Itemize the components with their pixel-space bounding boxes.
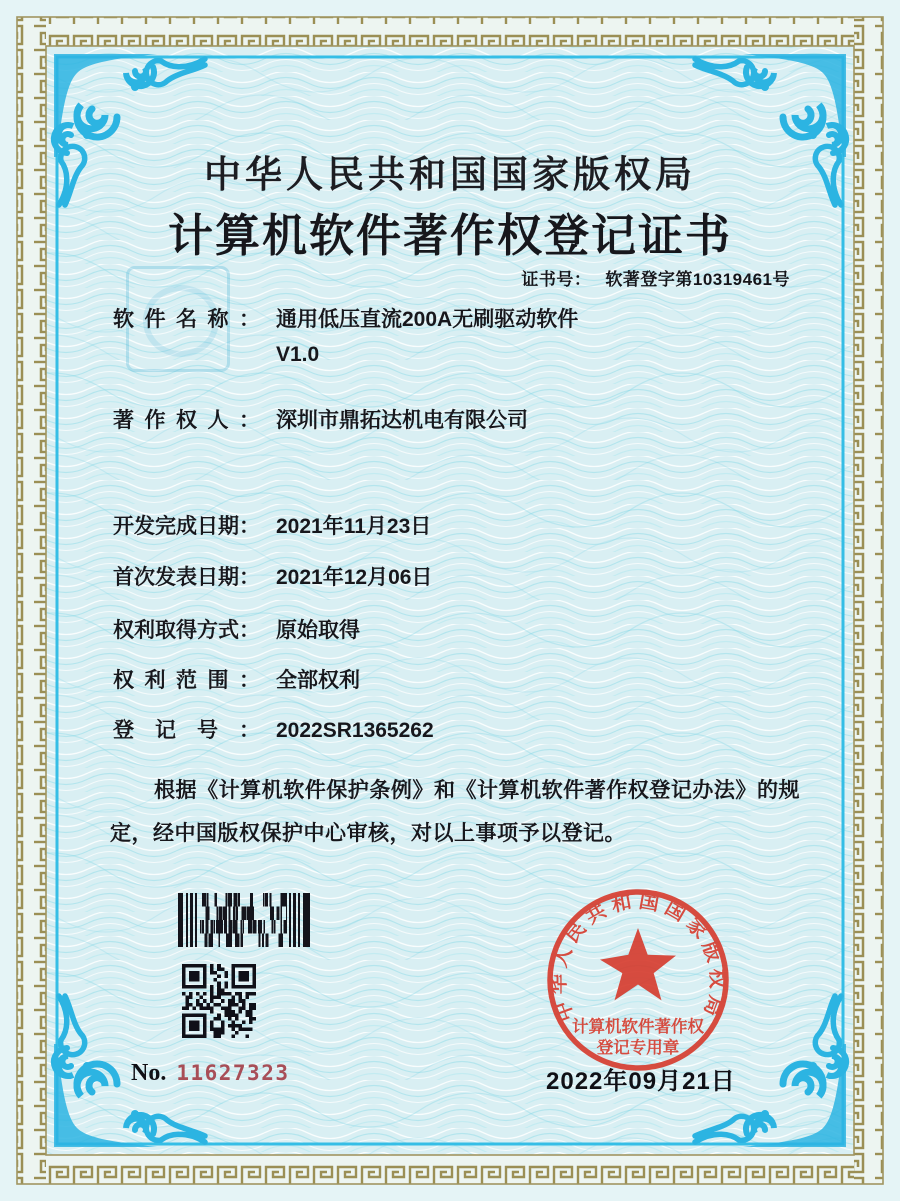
field-label: 软件名称： [113, 308, 260, 331]
field-value: 通用低压直流200A无刷驱动软件 [276, 308, 579, 331]
field-value: 2021年11月23日 [276, 515, 432, 538]
field-software-name [113, 307, 578, 368]
field-label: 首次发表日期： [113, 566, 260, 589]
certificate-number [521, 265, 790, 290]
field-registration-number [113, 718, 434, 744]
serial-label: No. [131, 1060, 167, 1086]
field-rights-scope [113, 668, 360, 694]
issue-date: 2022年09月21日 [546, 1068, 736, 1095]
official-seal [540, 882, 736, 1078]
serial-number-line [131, 1060, 290, 1087]
authority-title: 中华人民共和国国家版权局 [204, 154, 696, 195]
field-value-line2: V1.0 [276, 343, 320, 366]
certificate-number-value: 软著登字第10319461号 [605, 270, 790, 289]
field-value: 2022SR1365262 [276, 719, 434, 742]
field-copyright-holder [113, 408, 528, 434]
field-first-publication-date [113, 565, 432, 591]
barcode [178, 893, 310, 947]
star-icon [600, 928, 676, 1000]
field-label: 开发完成日期： [113, 515, 260, 538]
seal-ring-text: 中华人民共和国国家版权局 [547, 890, 729, 1025]
field-value: 全部权利 [276, 669, 360, 692]
field-label: 登记号： [113, 719, 260, 742]
seal-inner-text-2: 登记专用章 [596, 1039, 680, 1057]
seal-inner-text-1: 计算机软件著作权 [572, 1018, 704, 1036]
field-rights-acquisition-method [113, 618, 360, 644]
certificate-title: 计算机软件著作权登记证书 [167, 210, 732, 261]
field-value: 原始取得 [276, 619, 360, 642]
field-value: 2021年12月06日 [276, 566, 433, 589]
field-value: 深圳市鼎拓达机电有限公司 [276, 409, 528, 432]
qr-code-icon [182, 964, 256, 1038]
registration-statement: 根据《计算机软件保护条例》和《计算机软件著作权登记办法》的规定，经中国版权保护中心审核，对以上事项予以登记。 [110, 779, 800, 845]
serial-number-value: 11627323 [176, 1061, 290, 1085]
field-dev-completion-date [113, 514, 431, 540]
certificate-number-label: 证书号： [521, 270, 592, 289]
field-label: 著作权人： [113, 409, 260, 432]
field-label: 权利取得方式： [113, 619, 260, 642]
field-label: 权利范围： [113, 669, 260, 692]
